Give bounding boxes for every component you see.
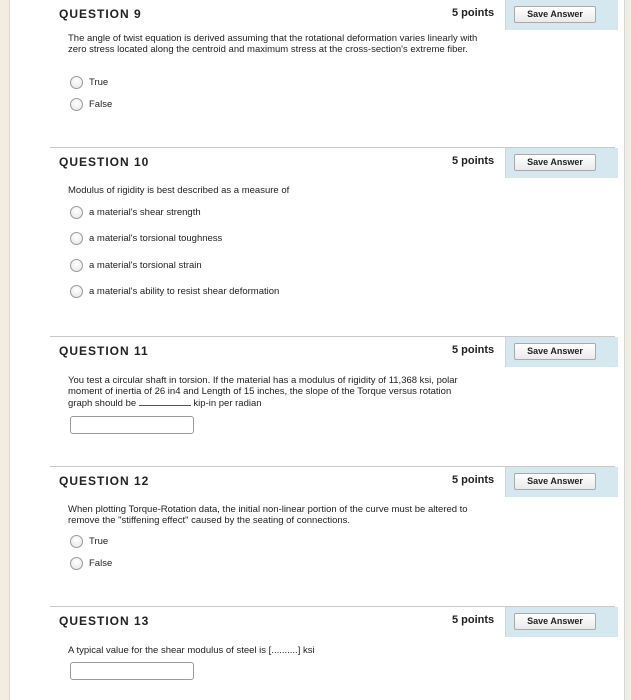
save-answer-area (505, 148, 618, 178)
radio-button[interactable] (70, 98, 83, 111)
option-label: False (89, 558, 113, 569)
question-header (50, 147, 615, 178)
radio-button[interactable] (70, 259, 83, 272)
option-label: True (89, 536, 109, 547)
save-answer-button[interactable]: Save Answer (514, 613, 596, 630)
save-answer-button[interactable]: Save Answer (514, 473, 596, 490)
option-label: a material's torsional toughness (89, 233, 223, 244)
question-prompt: A typical value for the shear modulus of steel is [..........] ksi (68, 645, 315, 656)
save-answer-button[interactable]: Save Answer (514, 6, 596, 23)
radio-button[interactable] (70, 557, 83, 570)
question-header (50, 0, 615, 30)
radio-button[interactable] (70, 535, 83, 548)
question-header (50, 466, 615, 497)
radio-button[interactable] (70, 285, 83, 298)
save-answer-area (505, 467, 618, 497)
radio-button[interactable] (70, 76, 83, 89)
question-prompt: Modulus of rigidity is best described as a measure of (68, 185, 290, 196)
question-title: QUESTION 12 (59, 474, 150, 488)
answer-input[interactable] (70, 416, 194, 434)
points-label: 5 points (452, 614, 495, 626)
save-answer-area (505, 337, 618, 367)
answer-input[interactable] (70, 662, 194, 680)
radio-button[interactable] (70, 206, 83, 219)
prompt-unit: kip-in per radian (193, 398, 262, 409)
points-label: 5 points (452, 344, 495, 356)
option-label: a material's torsional strain (89, 260, 202, 271)
points-label: 5 points (452, 474, 495, 486)
question-prompt: When plotting Torque-Rotation data, the initial non-linear portion of the curve must be altered to remove the "stiffening effect" caused by the seating of connections. (68, 504, 468, 526)
option-label: a material's ability to resist shear deformation (89, 286, 280, 297)
option-label: True (89, 77, 109, 88)
question-title: QUESTION 13 (59, 614, 150, 628)
save-answer-area (505, 0, 618, 30)
option-label: False (89, 99, 113, 110)
question-prompt: The angle of twist equation is derived assuming that the rotational deformation varies linearly with zero stress located along the centroid and maximum stress at the cross-section's extreme fiber. (68, 33, 478, 55)
question-header (50, 606, 615, 637)
quiz-page (9, 0, 625, 700)
question-prompt (68, 375, 478, 409)
save-answer-button[interactable]: Save Answer (514, 343, 596, 360)
question-title: QUESTION 11 (59, 344, 149, 358)
save-answer-button[interactable]: Save Answer (514, 154, 596, 171)
points-label: 5 points (452, 155, 495, 167)
question-header (50, 336, 615, 367)
question-title: QUESTION 10 (59, 155, 150, 169)
radio-button[interactable] (70, 232, 83, 245)
option-label: a material's shear strength (89, 207, 201, 218)
points-label: 5 points (452, 7, 495, 19)
prompt-text: You test a circular shaft in torsion. If the material has a modulus of rigidity of 11,368 ksi, polar moment of inertia of 26 in4 and Length of 15 inches, the slope of the Torque versus rotation graph should be (68, 375, 458, 409)
answer-blank (139, 397, 191, 406)
question-title: QUESTION 9 (59, 7, 142, 21)
save-answer-area (505, 607, 618, 637)
